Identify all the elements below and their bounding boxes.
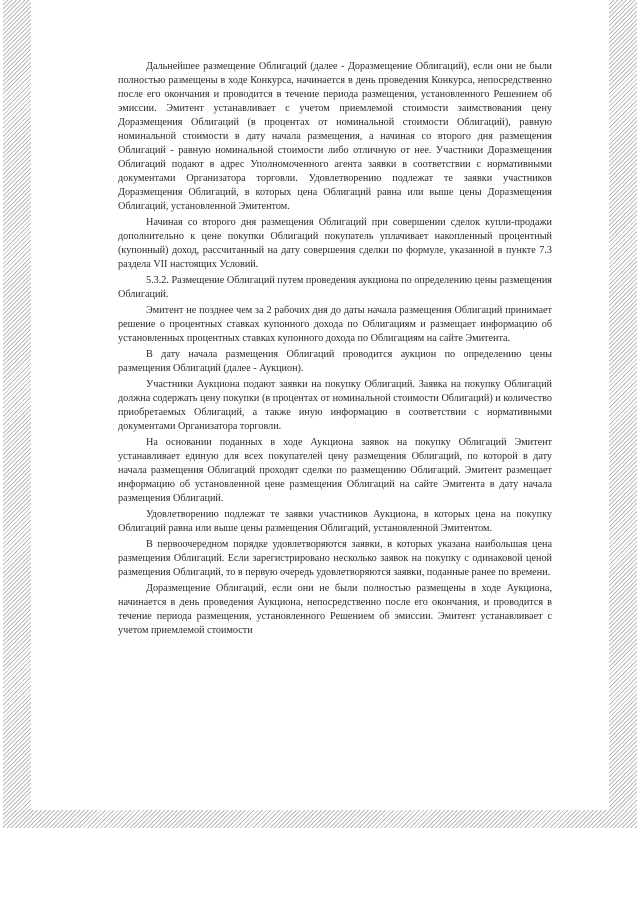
paragraph: Начиная со второго дня размещения Облигаций при совершении сделок купли-продажи дополнительно к цене покупки Облигаций покупатель уплачивает накопленный процентный (купонный) доход, рассчитанный на дату совершения сделки по формуле, указанной в пункте 7.3 раздела VII настоящих Условий. — [118, 217, 552, 270]
paragraph: На основании поданных в ходе Аукциона заявок на покупку Облигаций Эмитент устанавливает единую для всех покупателей цену размещения Облигаций, по которой в дату начала размещения Облигаций проходят сделки по размещению Облигаций. Эмитент размещает информацию об установленной цене размещения Облигаций на сайте Эмитента в дату начала размещения Облигаций. — [118, 437, 552, 504]
paragraph: 5.3.2. Размещение Облигаций путем проведения аукциона по определению цены размещения Облигаций. — [118, 275, 552, 300]
left-border-hatch — [3, 0, 31, 828]
document-body — [118, 60, 552, 640]
right-border-hatch — [609, 0, 637, 828]
paragraph: Эмитент не позднее чем за 2 рабочих дня до даты начала размещения Облигаций принимает решение о процентных ставках купонного дохода по Облигациям и размещает информацию об установленных процентных ставках купонного дохода по Облигациям на сайте Эмитента. — [118, 305, 552, 344]
paragraph: Участники Аукциона подают заявки на покупку Облигаций. Заявка на покупку Облигаций должна содержать цену покупки (в процентах от номинальной стоимости Облигаций) и количество приобретаемых Облигаций, а также иную информацию в соответствии с нормативными документами Организатора торговли. — [118, 379, 552, 432]
paragraph: Дальнейшее размещение Облигаций (далее - Доразмещение Облигаций), если они не были полностью размещены в ходе Конкурса, начинается в день проведения Конкурса, непосредственно после его окончания и проводится в течение периода размещения, установленного Решением об эмиссии. Эмитент устанавливает с учетом приемлемой стоимости заимствования цену Доразмещения Облигаций (в процентах от номинальной стоимости Облигаций), равную номинальной стоимости в дату начала размещения, а начиная со второго дня размещения Облигаций - равную номинальной стоимости либо отличную от нее. Участники Доразмещения Облигаций подают в адрес Уполномоченного агента заявки в соответствии с нормативными документами Организатора торговли. Удовлетворению подлежат те заявки участников Доразмещения Облигаций, в которых цена Облигаций равна или выше цены Доразмещения Облигаций, установленной Эмитентом. — [118, 61, 552, 212]
paragraph: Удовлетворению подлежат те заявки участников Аукциона, в которых цена на покупку Облигаций равна или выше цены размещения Облигаций, установленной Эмитентом. — [118, 509, 552, 534]
paragraph: Доразмещение Облигаций, если они не были полностью размещены в ходе Аукциона, начинается в день проведения Аукциона, непосредственно после его окончания, и проводится в течение периода размещения, установленного Решением об эмиссии. Эмитент устанавливает с учетом приемлемой стоимости — [118, 583, 552, 636]
paragraph: В дату начала размещения Облигаций проводится аукцион по определению цены размещения Облигаций (далее - Аукцион). — [118, 349, 552, 374]
paragraph: В первоочередном порядке удовлетворяются заявки, в которых указана наибольшая цена размещения Облигаций. Если зарегистрировано несколько заявок на покупку с одинаковой ценой размещения Облигаций, то в первую очередь удовлетворяются заявки, поданные ранее по времени. — [118, 539, 552, 578]
bottom-border-hatch — [3, 810, 637, 828]
